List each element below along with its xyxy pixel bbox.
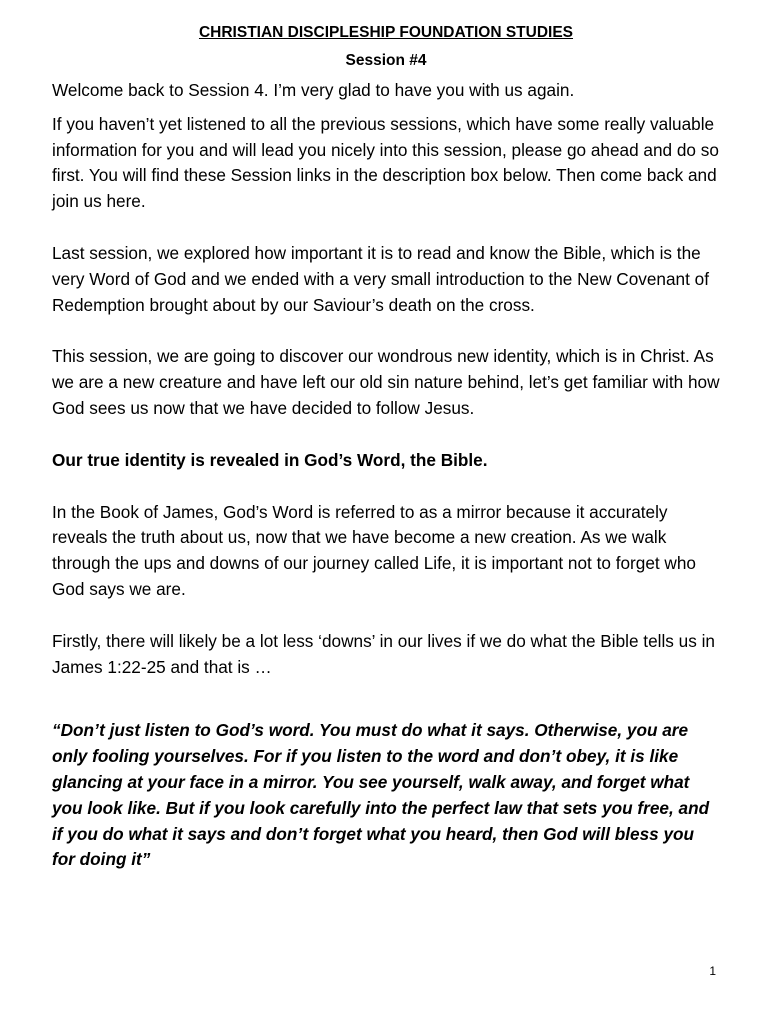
welcome-paragraph: Welcome back to Session 4. I’m very glad to have you with us again. <box>52 80 575 100</box>
firstly-paragraph: Firstly, there will likely be a lot less ‘downs’ in our lives if we do what the Bible tells us in James 1:22-25 and that is … <box>52 630 715 677</box>
document-title: CHRISTIAN DISCIPLESHIP FOUNDATION STUDIES <box>198 24 574 41</box>
last-session-paragraph: Last session, we explored how important it is to read and know the Bible, which is the very Word of God and we ended with a very small introduction to the New Covenant of Redemption brought about by our Saviour’s death on the cross. <box>52 242 709 315</box>
identity-heading: Our true identity is revealed in God’s Word, the Bible. <box>52 449 488 470</box>
page-number: 1 <box>709 964 716 978</box>
document-page <box>52 22 720 873</box>
scripture-quote: “Don’t just listen to God’s word. You must do what it says. Otherwise, you are only fooling yourselves. For if you listen to the word and don’t obey, it is like glancing at your face in a mirror. You see yourself, walk away, and forget what you look like. But if you look carefully into the perfect law that sets you free, and if you do what it says and don’t forget what you heard, then God will bless you for doing it” <box>52 720 710 870</box>
this-session-paragraph: This session, we are going to discover our wondrous new identity, which is in Christ. As we are a new creature and have left our old sin nature behind, let’s get familiar with how God sees us now that we have decided to follow Jesus. <box>52 346 720 418</box>
previous-sessions-paragraph: If you haven’t yet listened to all the previous sessions, which have some really valuable information for you and will lead you nicely into this session, please go ahead and do so first. You will find these Session links in the description box below. Then come back and join us here. <box>52 113 719 212</box>
james-mirror-paragraph: In the Book of James, God’s Word is referred to as a mirror because it accurately reveals the truth about us, now that we have become a new creation. As we walk through the ups and downs of our journey called Life, it is important not to forget who God says we are. <box>52 501 696 599</box>
session-heading: Session #4 <box>345 52 427 69</box>
